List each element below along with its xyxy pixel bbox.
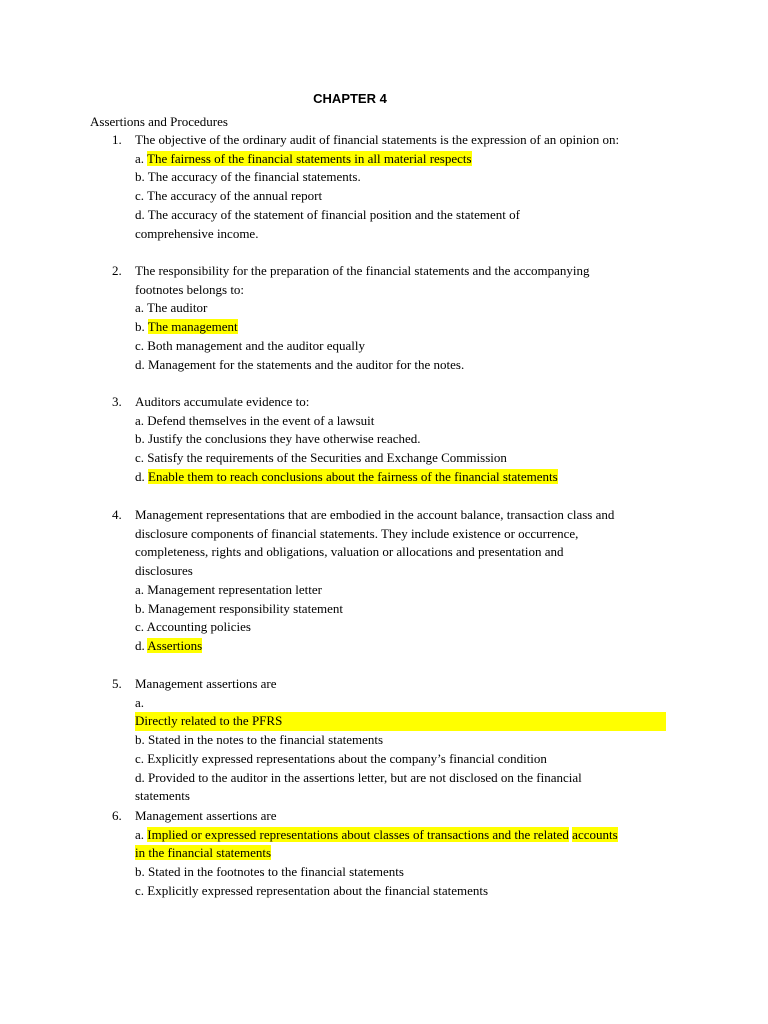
- option-text: The auditor: [147, 300, 208, 316]
- option-b: [135, 318, 672, 337]
- option-continuation: statements: [135, 788, 190, 804]
- option-letter: b.: [135, 431, 145, 447]
- question-5: [112, 675, 672, 806]
- option-letter: b.: [135, 732, 145, 748]
- option-letter: b.: [135, 169, 145, 185]
- option-a: [135, 694, 672, 731]
- question-stem: footnotes belongs to:: [135, 281, 245, 297]
- option-letter: c.: [135, 882, 145, 898]
- option-d: [135, 468, 672, 487]
- option-d: [135, 356, 672, 375]
- option-a: [135, 299, 672, 318]
- option-text-highlighted: accounts: [572, 826, 618, 842]
- question-6: [112, 807, 672, 901]
- option-letter: d.: [135, 468, 145, 484]
- option-text: The accuracy of the financial statements.: [147, 169, 361, 185]
- option-c: [135, 750, 672, 769]
- option-text: Management for the statements and the auditor for the notes.: [148, 356, 465, 372]
- option-text: Justify the conclusions they have otherwise reached.: [148, 431, 421, 447]
- option-continuation: comprehensive income.: [135, 225, 259, 241]
- option-text-highlighted: The fairness of the financial statements in all material respects: [147, 150, 472, 166]
- option-text: Stated in the notes to the financial statements: [148, 732, 384, 748]
- option-letter: b.: [135, 864, 145, 880]
- question-stem: Auditors accumulate evidence to:: [135, 394, 310, 409]
- option-letter: d.: [135, 206, 145, 222]
- option-text: The accuracy of the statement of financial position and the statement of: [147, 206, 520, 222]
- option-b: [135, 430, 672, 449]
- question-2: [112, 262, 672, 374]
- option-text: Both management and the auditor equally: [147, 337, 365, 353]
- question-stem: Management representations that are embodied in the account balance, transaction class and: [135, 507, 615, 522]
- question-stem: The objective of the ordinary audit of financial statements is the expression of an opinion on:: [135, 132, 620, 147]
- option-letter: a.: [135, 581, 145, 597]
- option-c: [135, 449, 672, 468]
- question-stem: Management assertions are: [135, 676, 277, 691]
- question-number: 2.: [112, 263, 122, 278]
- option-text: Accounting policies: [146, 619, 251, 635]
- option-text: The accuracy of the annual report: [147, 188, 323, 204]
- option-d: [135, 769, 672, 788]
- option-b: [135, 863, 672, 882]
- option-letter: b.: [135, 600, 145, 616]
- option-letter: a.: [135, 150, 145, 166]
- option-letter: a.: [135, 694, 145, 710]
- option-text: Satisfy the requirements of the Securities and Exchange Commission: [147, 450, 507, 466]
- option-letter: b.: [135, 319, 145, 335]
- option-letter: c.: [135, 750, 145, 766]
- question-number: 5.: [112, 676, 122, 691]
- option-letter: d.: [135, 769, 145, 785]
- option-b: [135, 600, 672, 619]
- option-letter: d.: [135, 356, 145, 372]
- option-letter: c.: [135, 188, 145, 204]
- question-number: 1.: [112, 132, 122, 147]
- option-letter: a.: [135, 412, 145, 428]
- option-text-highlighted: Implied or expressed representations about classes of transactions and the related: [147, 826, 569, 842]
- option-c: [135, 187, 672, 206]
- option-text: Explicitly expressed representations about the company’s financial condition: [147, 750, 547, 766]
- option-c: [135, 882, 672, 901]
- option-letter: d.: [135, 637, 145, 653]
- option-d: [135, 206, 672, 225]
- question-4: [112, 506, 672, 656]
- question-3: [112, 393, 672, 487]
- question-stem: disclosures: [135, 563, 193, 579]
- option-letter: c.: [135, 337, 145, 353]
- option-a: [135, 150, 672, 169]
- option-text-highlighted: Directly related to the PFRS: [135, 712, 666, 731]
- option-d: [135, 637, 672, 656]
- question-number: 4.: [112, 507, 122, 522]
- option-text-highlighted: Assertions: [147, 637, 203, 653]
- option-text-highlighted: Enable them to reach conclusions about the fairness of the financial statements: [148, 468, 558, 484]
- option-text: Stated in the footnotes to the financial statements: [148, 864, 404, 880]
- option-letter: a.: [135, 826, 145, 842]
- option-text: Management representation letter: [147, 581, 322, 597]
- option-a: [135, 826, 672, 845]
- option-c: [135, 618, 672, 637]
- chapter-title: CHAPTER 4: [313, 91, 387, 106]
- option-a: [135, 412, 672, 431]
- option-text-highlighted: in the financial statements: [135, 845, 272, 861]
- question-stem: The responsibility for the preparation of the financial statements and the accompanying: [135, 263, 590, 278]
- option-b: [135, 168, 672, 187]
- option-continuation: [135, 844, 672, 863]
- question-stem: completeness, rights and obligations, valuation or allocations and presentation and: [135, 544, 564, 560]
- option-letter: c.: [135, 450, 145, 466]
- option-text: Defend themselves in the event of a lawsuit: [147, 412, 375, 428]
- question-number: 6.: [112, 808, 122, 823]
- option-text: Explicitly expressed representation about the financial statements: [147, 882, 489, 898]
- option-letter: a.: [135, 300, 145, 316]
- option-text: Provided to the auditor in the assertions letter, but are not disclosed on the financial: [148, 769, 582, 785]
- option-b: [135, 731, 672, 750]
- question-number: 3.: [112, 394, 122, 409]
- question-stem: Management assertions are: [135, 808, 277, 823]
- option-a: [135, 581, 672, 600]
- option-text: Management responsibility statement: [148, 600, 343, 616]
- option-text-highlighted: The management: [147, 319, 238, 335]
- option-letter: c.: [135, 619, 145, 635]
- question-stem: disclosure components of financial statements. They include existence or occurrence,: [135, 525, 579, 541]
- option-c: [135, 337, 672, 356]
- section-title: Assertions and Procedures: [90, 114, 228, 129]
- question-1: [112, 131, 672, 243]
